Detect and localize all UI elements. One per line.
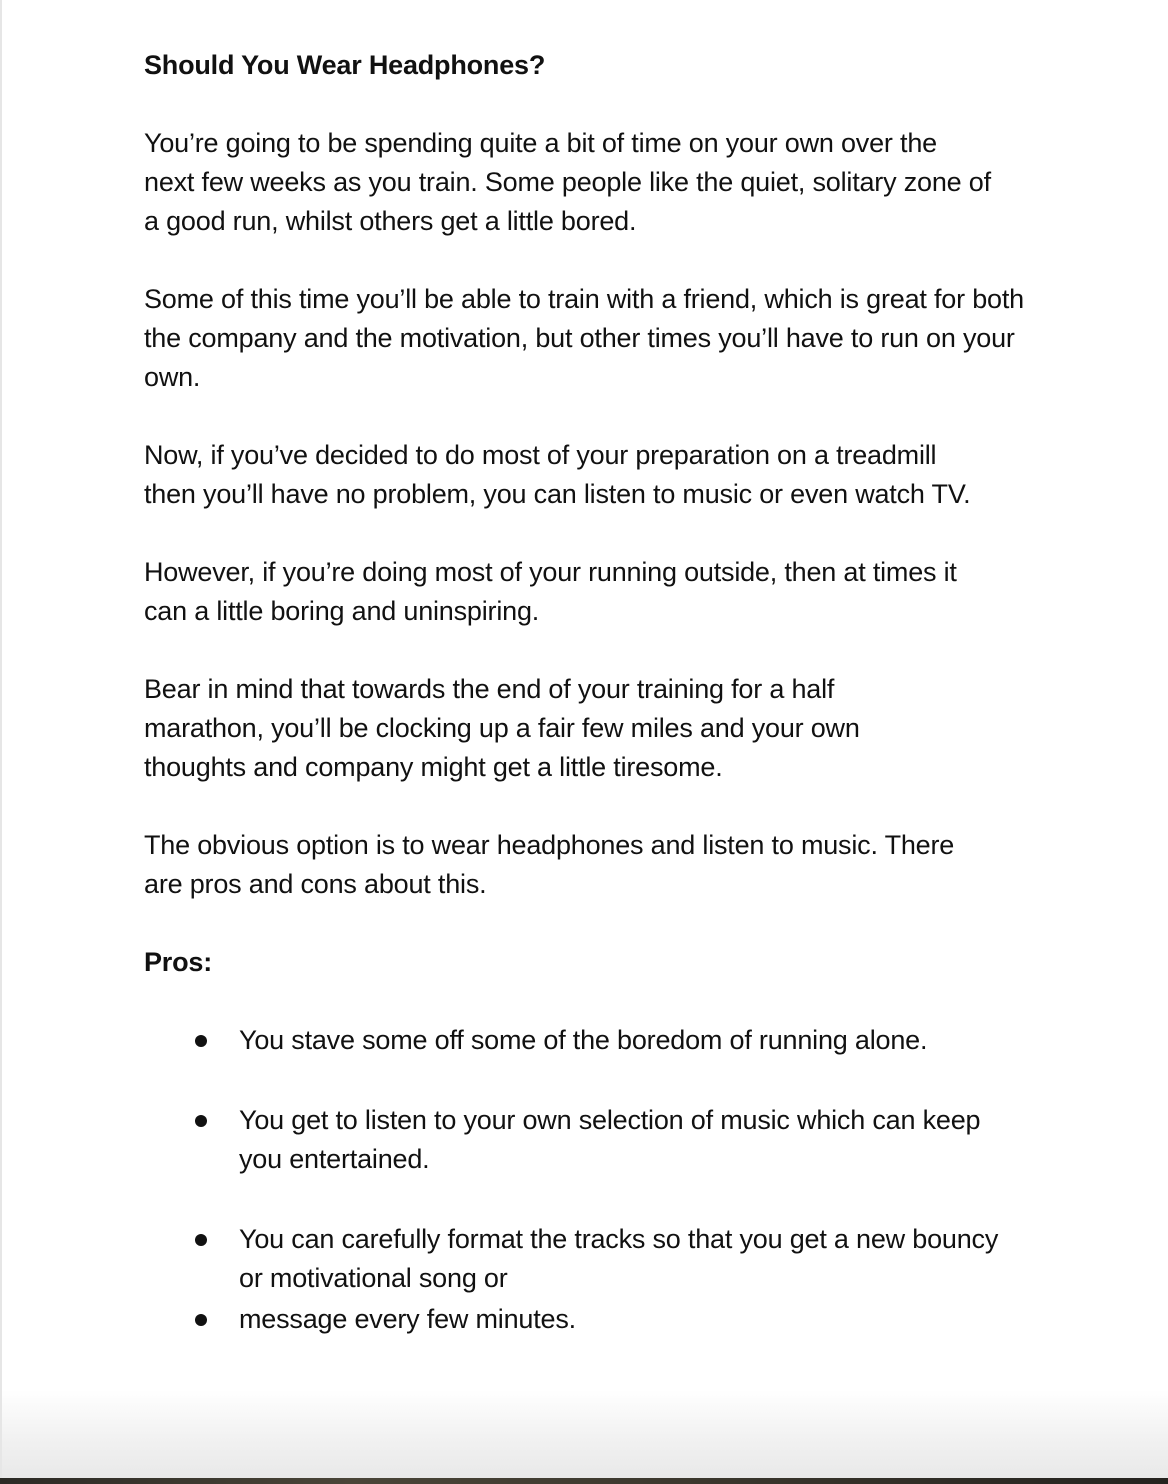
bullet-icon	[195, 1314, 207, 1326]
pros-list	[144, 1021, 1044, 1339]
list-item-text: You can carefully format the tracks so that you get a new bouncy or motivational song or	[239, 1224, 999, 1293]
paragraph-6: The obvious option is to wear headphones and listen to music. There are pros and cons about this.	[144, 830, 955, 899]
list-item-text: You stave some off some of the boredom of running alone.	[239, 1025, 928, 1055]
page-bottom-edge	[0, 1478, 1168, 1484]
page-left-edge	[0, 0, 2, 1484]
paragraph-3: Now, if you’ve decided to do most of your preparation on a treadmill then you’ll have no problem, you can listen to music or even watch TV.	[144, 440, 971, 509]
paragraph-1: You’re going to be spending quite a bit of time on your own over the next few weeks as you train. Some people like the quiet, solitary zone of a good run, whilst others get a little bored.	[144, 128, 991, 236]
bullet-icon	[195, 1115, 207, 1127]
list-item	[144, 1220, 1019, 1298]
paragraph-5: Bear in mind that towards the end of your training for a half marathon, you’ll be clocking up a fair few miles and your own thoughts and company might get a little tiresome.	[144, 674, 860, 782]
list-item	[144, 1101, 1019, 1179]
list-item	[144, 1300, 1019, 1339]
bullet-icon	[195, 1234, 207, 1246]
bullet-icon	[195, 1035, 207, 1047]
pros-heading: Pros:	[144, 947, 213, 977]
document-body	[144, 46, 1044, 1339]
list-item	[144, 1021, 1019, 1060]
list-item-text: You get to listen to your own selection of music which can keep you entertained.	[239, 1105, 981, 1174]
list-item-text: message every few minutes.	[239, 1304, 576, 1334]
paragraph-2: Some of this time you’ll be able to train with a friend, which is great for both the company and the motivation, but other times you’ll have to run on your own.	[144, 284, 1024, 392]
paragraph-4: However, if you’re doing most of your running outside, then at times it can a little boring and uninspiring.	[144, 557, 957, 626]
section-heading: Should You Wear Headphones?	[144, 50, 546, 80]
